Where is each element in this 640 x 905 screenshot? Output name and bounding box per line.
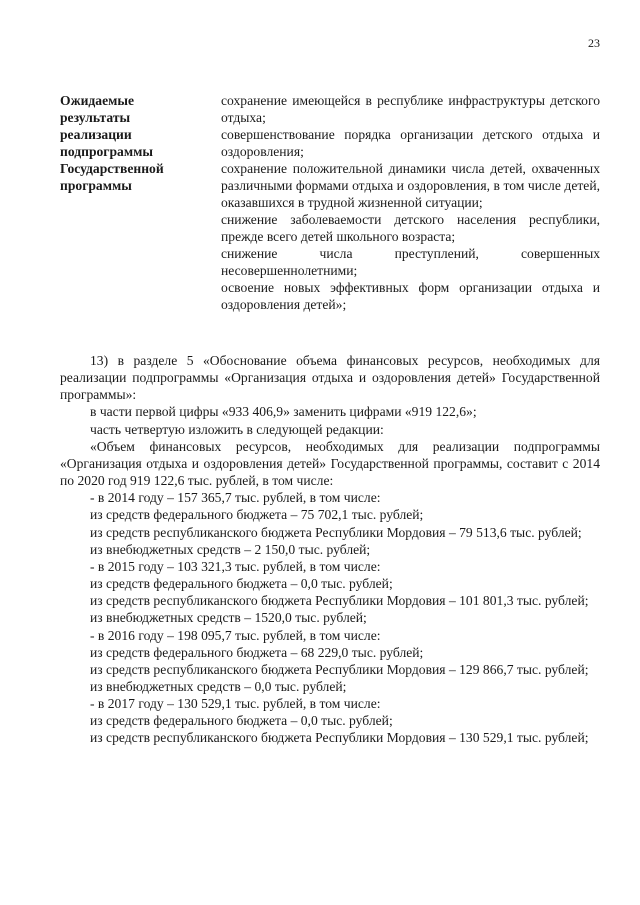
- paragraph: из внебюджетных средств – 2 150,0 тыс. рублей;: [90, 541, 371, 557]
- result-item: совершенствование порядка организации детского отдыха и оздоровления;: [221, 127, 600, 159]
- paragraph: из средств республиканского бюджета Республики Мордовия – 129 866,7 тыс. рублей;: [90, 661, 589, 677]
- paragraph: из средств федерального бюджета – 68 229,0 тыс. рублей;: [90, 644, 424, 660]
- paragraph: из средств федерального бюджета – 0,0 тыс. рублей;: [90, 713, 393, 729]
- passport-values: [221, 92, 600, 313]
- result-item: снижение заболеваемости детского населения республики, прежде всего детей школьного возраста;: [221, 212, 600, 244]
- result-item: сохранение имеющейся в республике инфраструктуры детского отдыха;: [221, 93, 600, 125]
- paragraph: «Объем финансовых ресурсов, необходимых для реализации подпрограммы «Организация отдыха и оздоровления детей» Государственной программы, составит с 2014 по 2020 год 919 122,6 тыс. рублей, в том числе:: [60, 438, 600, 489]
- result-item: сохранение положительной динамики числа детей, охваченных различными формами отдыха и оздоровления, в том числе детей, оказавшихся в трудной жизненной ситуации;: [221, 161, 600, 210]
- label-line: подпрограммы: [60, 144, 153, 159]
- paragraph: - в 2014 году – 157 365,7 тыс. рублей, в том числе:: [90, 490, 381, 506]
- paragraph: - в 2017 году – 130 529,1 тыс. рублей, в том числе:: [90, 696, 381, 712]
- label-line: результаты: [60, 110, 131, 125]
- paragraph: из внебюджетных средств – 1520,0 тыс. рублей;: [90, 610, 367, 626]
- paragraph: из средств республиканского бюджета Республики Мордовия – 130 529,1 тыс. рублей;: [90, 730, 589, 746]
- paragraph: из средств республиканского бюджета Республики Мордовия – 79 513,6 тыс. рублей;: [90, 524, 582, 540]
- paragraph: в части первой цифры «933 406,9» заменить цифрами «919 122,6»;: [90, 404, 477, 420]
- paragraph: - в 2015 году – 103 321,3 тыс. рублей, в том числе:: [90, 558, 381, 574]
- label-line: программы: [60, 178, 132, 193]
- paragraph: - в 2016 году – 198 095,7 тыс. рублей, в том числе:: [90, 627, 381, 643]
- paragraph: из средств федерального бюджета – 75 702,1 тыс. рублей;: [90, 507, 424, 523]
- result-item: освоение новых эффективных форм организации отдыха и оздоровления детей»;: [221, 280, 600, 312]
- paragraph: 13) в разделе 5 «Обоснование объема финансовых ресурсов, необходимых для реализации подпрограммы «Организация отдыха и оздоровления детей» Государственной программы»:: [60, 353, 600, 403]
- label-line: Государственной: [60, 161, 164, 176]
- page-number: 23: [588, 36, 600, 50]
- paragraph: из средств федерального бюджета – 0,0 тыс. рублей;: [90, 576, 393, 592]
- body-text: [60, 352, 600, 747]
- label-line: реализации: [60, 127, 132, 142]
- paragraph: из внебюджетных средств – 0,0 тыс. рублей;: [90, 678, 347, 694]
- paragraph: часть четвертую изложить в следующей редакции:: [90, 421, 384, 437]
- label-line: Ожидаемые: [60, 93, 135, 108]
- paragraph: из средств республиканского бюджета Республики Мордовия – 101 801,3 тыс. рублей;: [90, 593, 589, 609]
- result-item: снижение числа преступлений, совершенных несовершеннолетними;: [221, 246, 600, 278]
- passport-label: [60, 92, 210, 194]
